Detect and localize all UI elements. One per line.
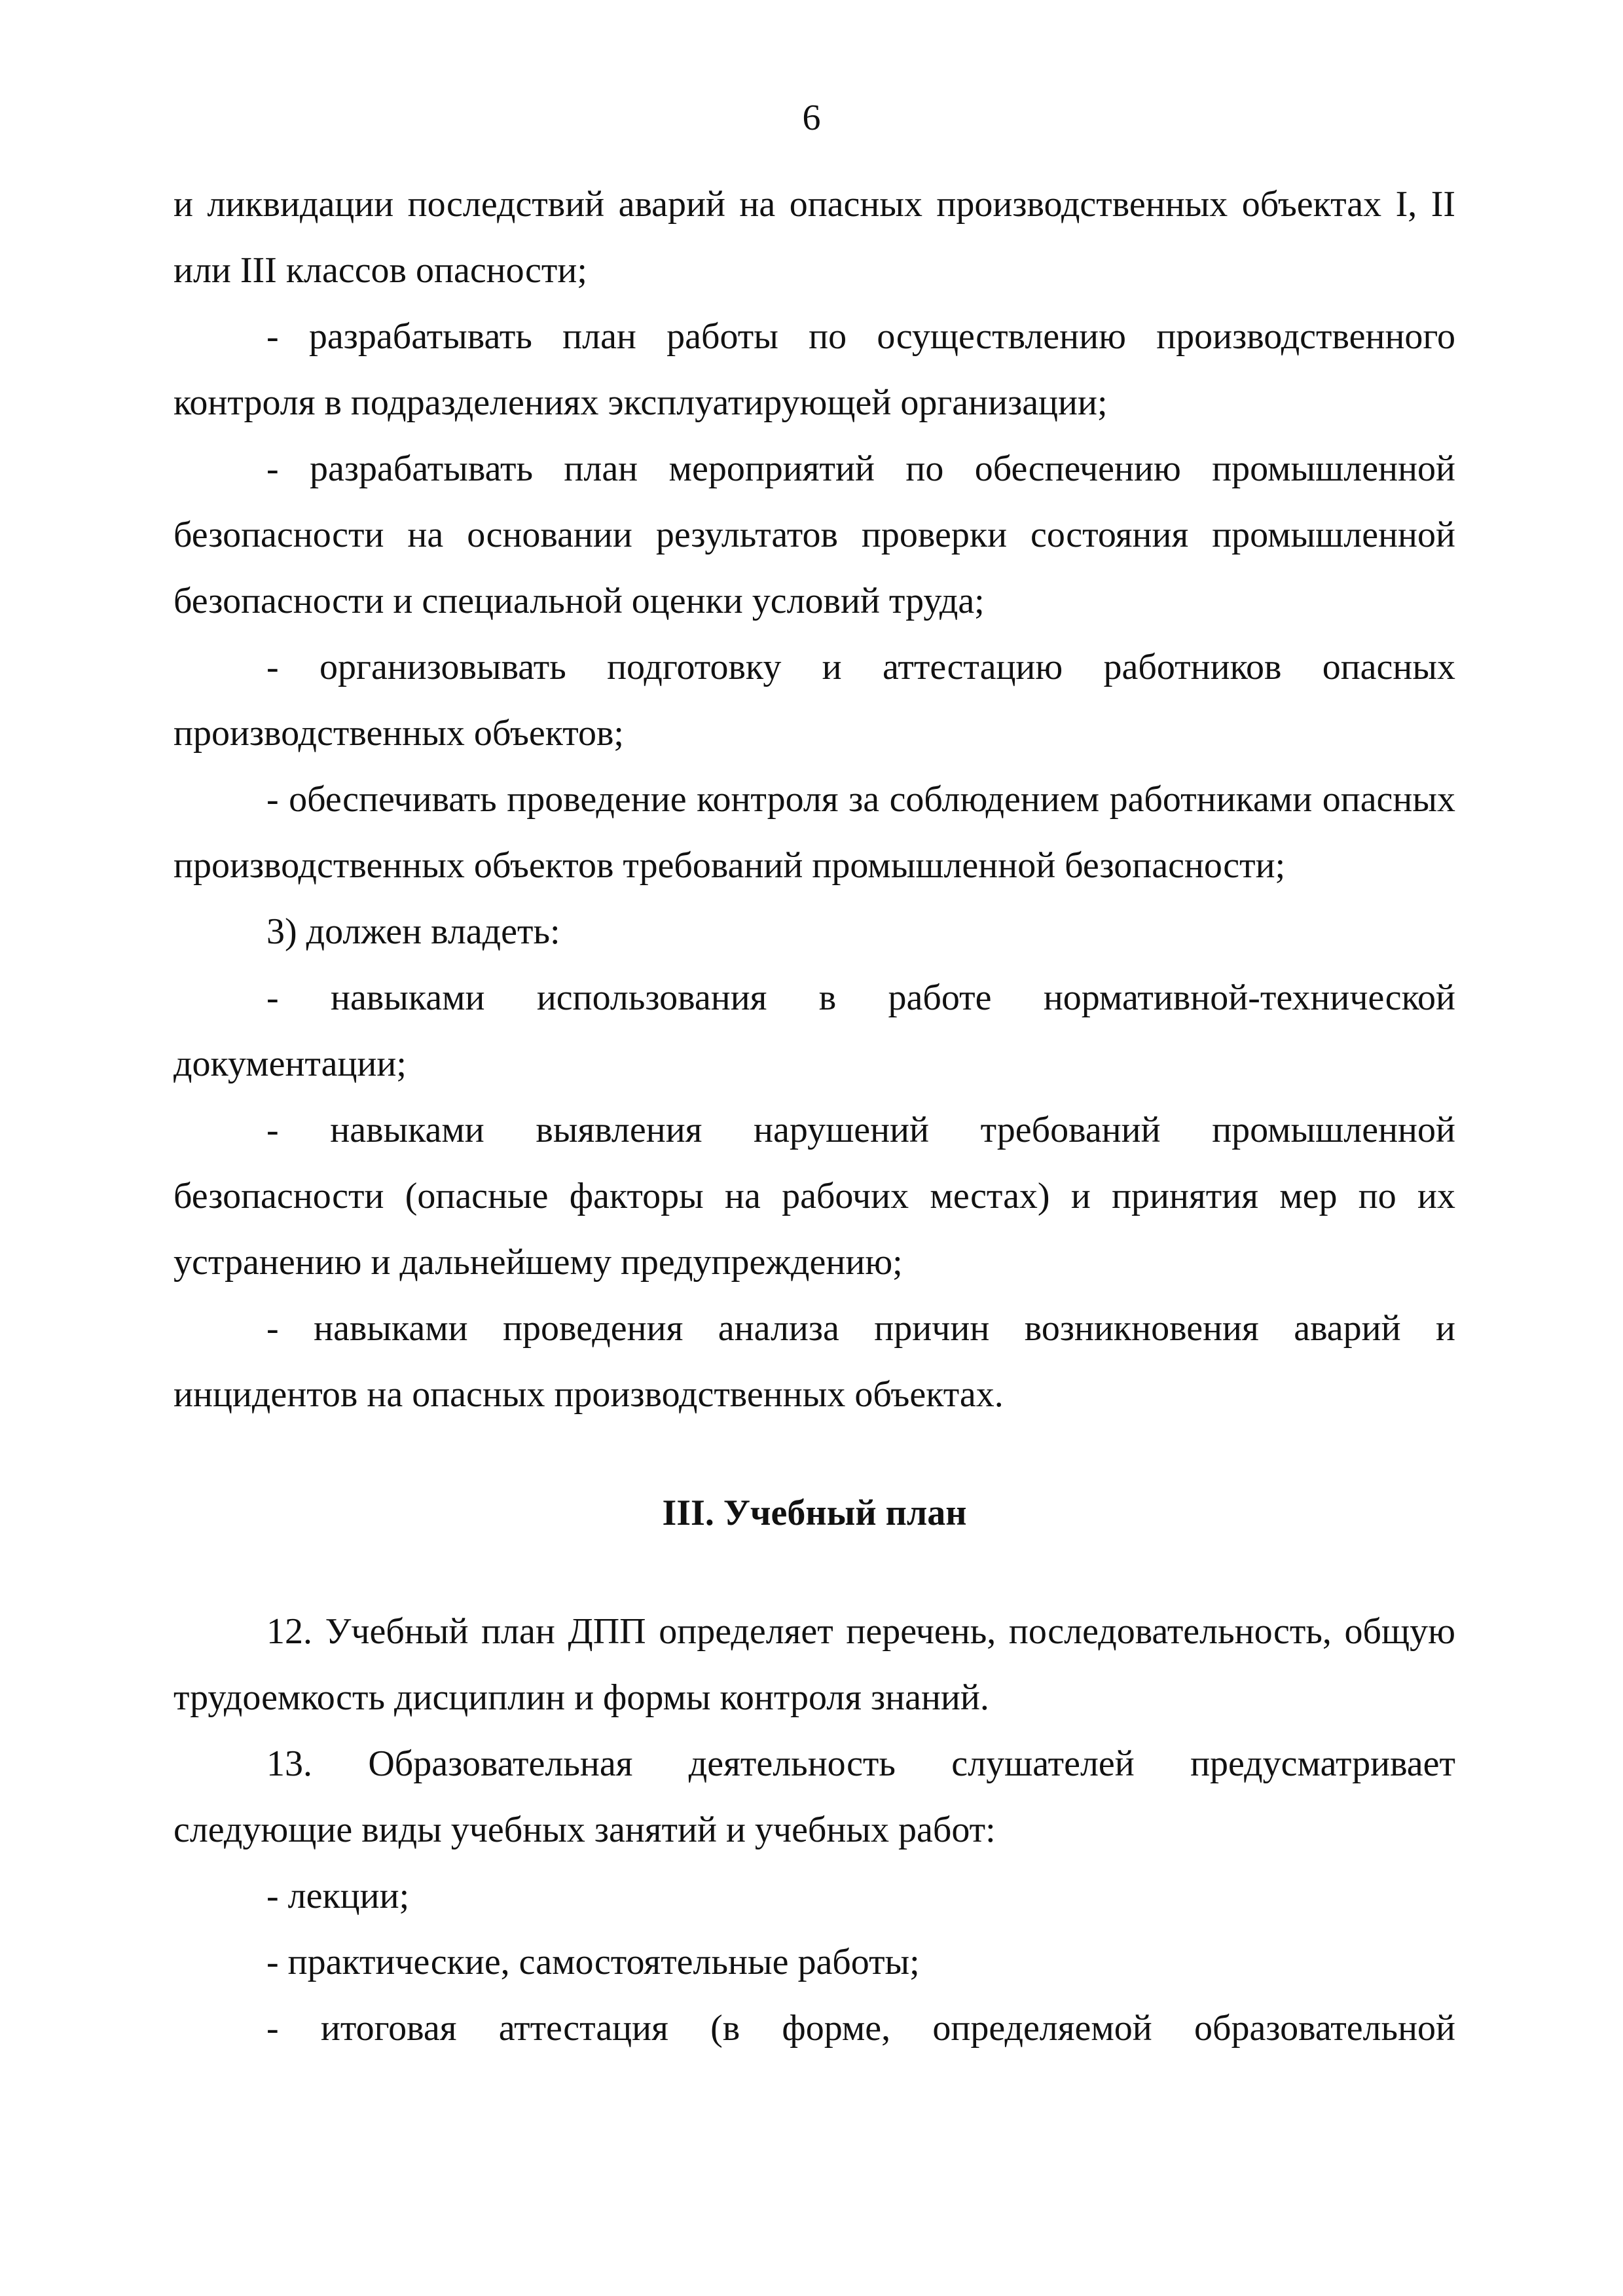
paragraph-13: 13. Образовательная деятельность слушателей предусматривает следующие виды учебных занятий и учебных работ: xyxy=(173,1743,1455,1850)
list-item-documentation-skills: - навыками использования в работе нормативной-технической документации; xyxy=(173,977,1455,1084)
list-item-lectures: - лекции; xyxy=(266,1876,410,1916)
list-item-develop-safety-plan: - разрабатывать план мероприятий по обеспечению промышленной безопасности на основании результатов проверки состояния промышленной безопасности и специальной оценки условий труда; xyxy=(173,448,1455,621)
paragraph-continuation: и ликвидации последствий аварий на опасных производственных объектах I, II или III классов опасности; xyxy=(173,184,1455,291)
paragraph-12: 12. Учебный план ДПП определяет перечень, последовательность, общую трудоемкость дисциплин и формы контроля знаний. xyxy=(173,1611,1455,1718)
document-body xyxy=(173,172,1455,2062)
list-item-ensure-control: - обеспечивать проведение контроля за соблюдением работниками опасных производственных объектов требований промышленной безопасности; xyxy=(173,779,1455,886)
page-number: 6 xyxy=(802,98,821,138)
list-item-practical-work: - практические, самостоятельные работы; xyxy=(266,1942,920,1982)
list-item-develop-control-plan: - разрабатывать план работы по осуществлению производственного контроля в подразделениях эксплуатирующей организации; xyxy=(173,316,1455,423)
list-item-violation-detection: - навыками выявления нарушений требований промышленной безопасности (опасные факторы на рабочих местах) и принятия мер по их устранению и дальнейшему предупреждению; xyxy=(173,1110,1455,1283)
section-heading: III. Учебный план xyxy=(662,1493,967,1533)
list-item-final-attestation: - итоговая аттестация (в форме, определяемой образовательной xyxy=(266,2008,1455,2049)
list-item-organize-training: - организовывать подготовку и аттестацию работников опасных производственных объектов; xyxy=(173,647,1455,754)
list-item-accident-analysis: - навыками проведения анализа причин возникновения аварий и инцидентов на опасных производственных объектах. xyxy=(173,1308,1455,1415)
list-heading-must-possess: 3) должен владеть: xyxy=(266,911,560,952)
